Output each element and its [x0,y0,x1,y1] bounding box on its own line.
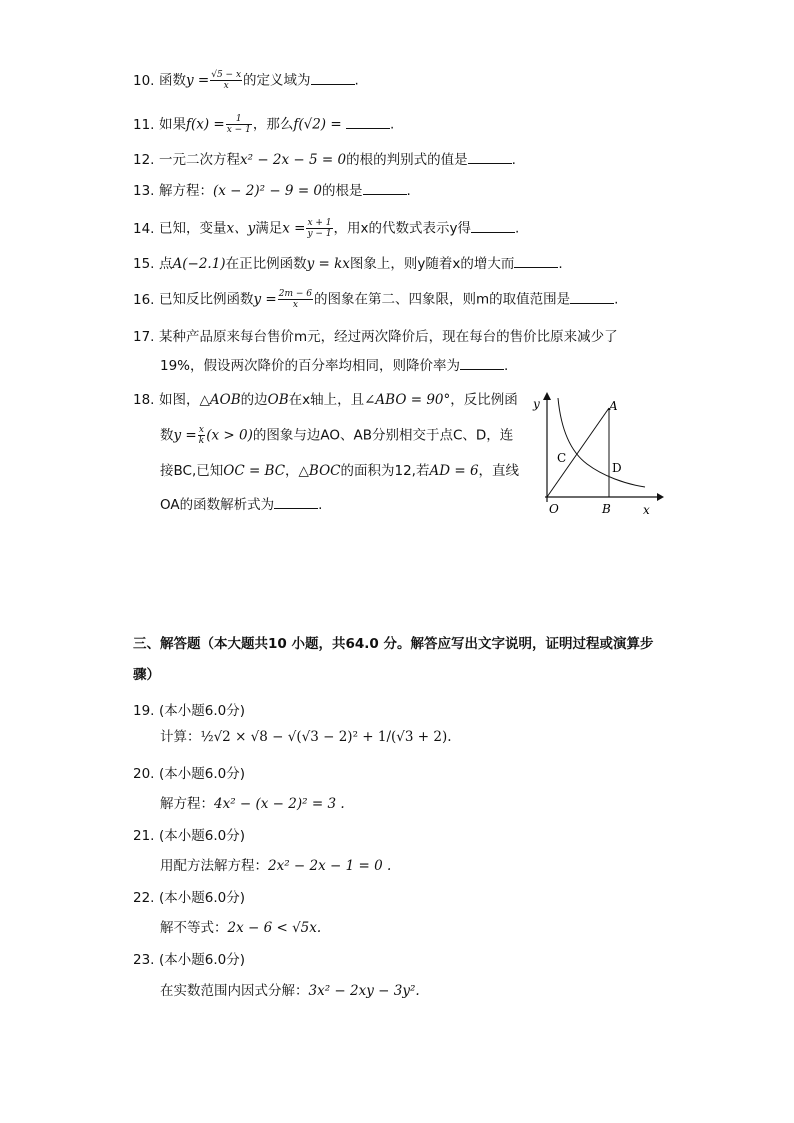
question-22-body: 解不等式：2x − 6 < √5x. [160,920,322,936]
question-23: 23. (本小题6.0分) [133,952,246,968]
question-12: 12. 一元二次方程x² − 2x − 5 = 0的根的判别式的值是 . [133,152,516,168]
question-18: 18. 如图，△AOB的边OB在x轴上，且∠ABO = 90°，反比例函 [133,392,518,408]
fraction: $\frac{√5 - x}{x}$ [211,70,242,91]
question-20-body: 解方程：4x² − (x − 2)² = 3 . [160,796,345,812]
question-22: 22. (本小题6.0分) [133,890,246,906]
answer-blank[interactable] [363,182,407,195]
question-18-line4: OA的函数解析式为 . [160,497,323,513]
y-axis-arrow [543,392,551,400]
answer-blank[interactable] [471,220,515,233]
hyperbola-curve [558,398,645,487]
answer-blank[interactable] [468,151,512,164]
label-b: B [602,502,611,516]
question-20: 20. (本小题6.0分) [133,766,246,782]
section-3-title: 三、解答题（本大题共10 小题，共64.0 分。解答应写出文字说明，证明过程或演算步 [133,636,654,652]
question-14: 14. 已知，变量x、y满足x = $\frac{x + 1}{y - 1}$ ，用x的代数式表示y得 . [133,218,520,239]
label-d: D [612,461,622,475]
question-10: 10. 函数y = $\frac{√5 - x}{x}$ 的定义域为 . [133,70,359,91]
answer-blank[interactable] [346,116,390,129]
label-o: O [549,502,559,516]
question-18-line3: 接BC,已知OC = BC，△BOC的面积为12,若AD = 6，直线 [160,463,520,479]
fraction: $\frac{1}{x - 1}$ [226,114,251,135]
question-19: 19. (本小题6.0分) [133,703,246,719]
label-y: y [533,397,540,411]
answer-blank[interactable] [274,496,318,509]
answer-blank[interactable] [460,357,504,370]
question-23-body: 在实数范围内因式分解：3x² − 2xy − 3y². [160,983,420,999]
question-15: 15. 点A(−2.1)在正比例函数y = kx图象上，则y随着x的增大而 . [133,256,563,272]
question-11: 11. 如果f(x) = $\frac{1}{x - 1}$ ，那么f(√2) = . [133,114,395,135]
fraction: $\frac{x}{k}$ [198,425,205,446]
question-17: 17. 某种产品原来每台售价m元，经过两次降价后，现在每台的售价比原来减少了 [133,329,618,345]
question-17-line2: 19%，假设两次降价的百分率均相同，则降价率为 . [160,358,509,374]
fraction: $\frac{x + 1}{y - 1}$ [307,218,332,239]
label-a: A [609,399,618,413]
label-x: x [643,503,650,517]
label-c: C [557,451,567,465]
question-21: 21. (本小题6.0分) [133,828,246,844]
question-19-body: 计算：½√2 × √8 − √(√3 − 2)² + 1/(√3 + 2). [160,729,452,745]
figure-q18 [525,390,665,520]
x-axis-arrow [657,493,664,501]
section-3-title-line2: 骤） [133,667,160,683]
answer-blank[interactable] [570,291,614,304]
question-13: 13. 解方程：(x − 2)² − 9 = 0的根是 . [133,183,411,199]
answer-blank[interactable] [514,255,558,268]
answer-blank[interactable] [311,72,355,85]
question-21-body: 用配方法解方程：2x² − 2x − 1 = 0 . [160,858,392,874]
question-18-line2: 数y = $\frac{x}{k}$ (x > 0)的图象与边AO、AB分别相交于点C、D，连 [160,425,514,446]
question-16: 16. 已知反比例函数y = $\frac{2m - 6}{x}$ 的图象在第二、四象限，则m的取值范围是 . [133,289,619,310]
fraction: $\frac{2m - 6}{x}$ [278,289,312,310]
